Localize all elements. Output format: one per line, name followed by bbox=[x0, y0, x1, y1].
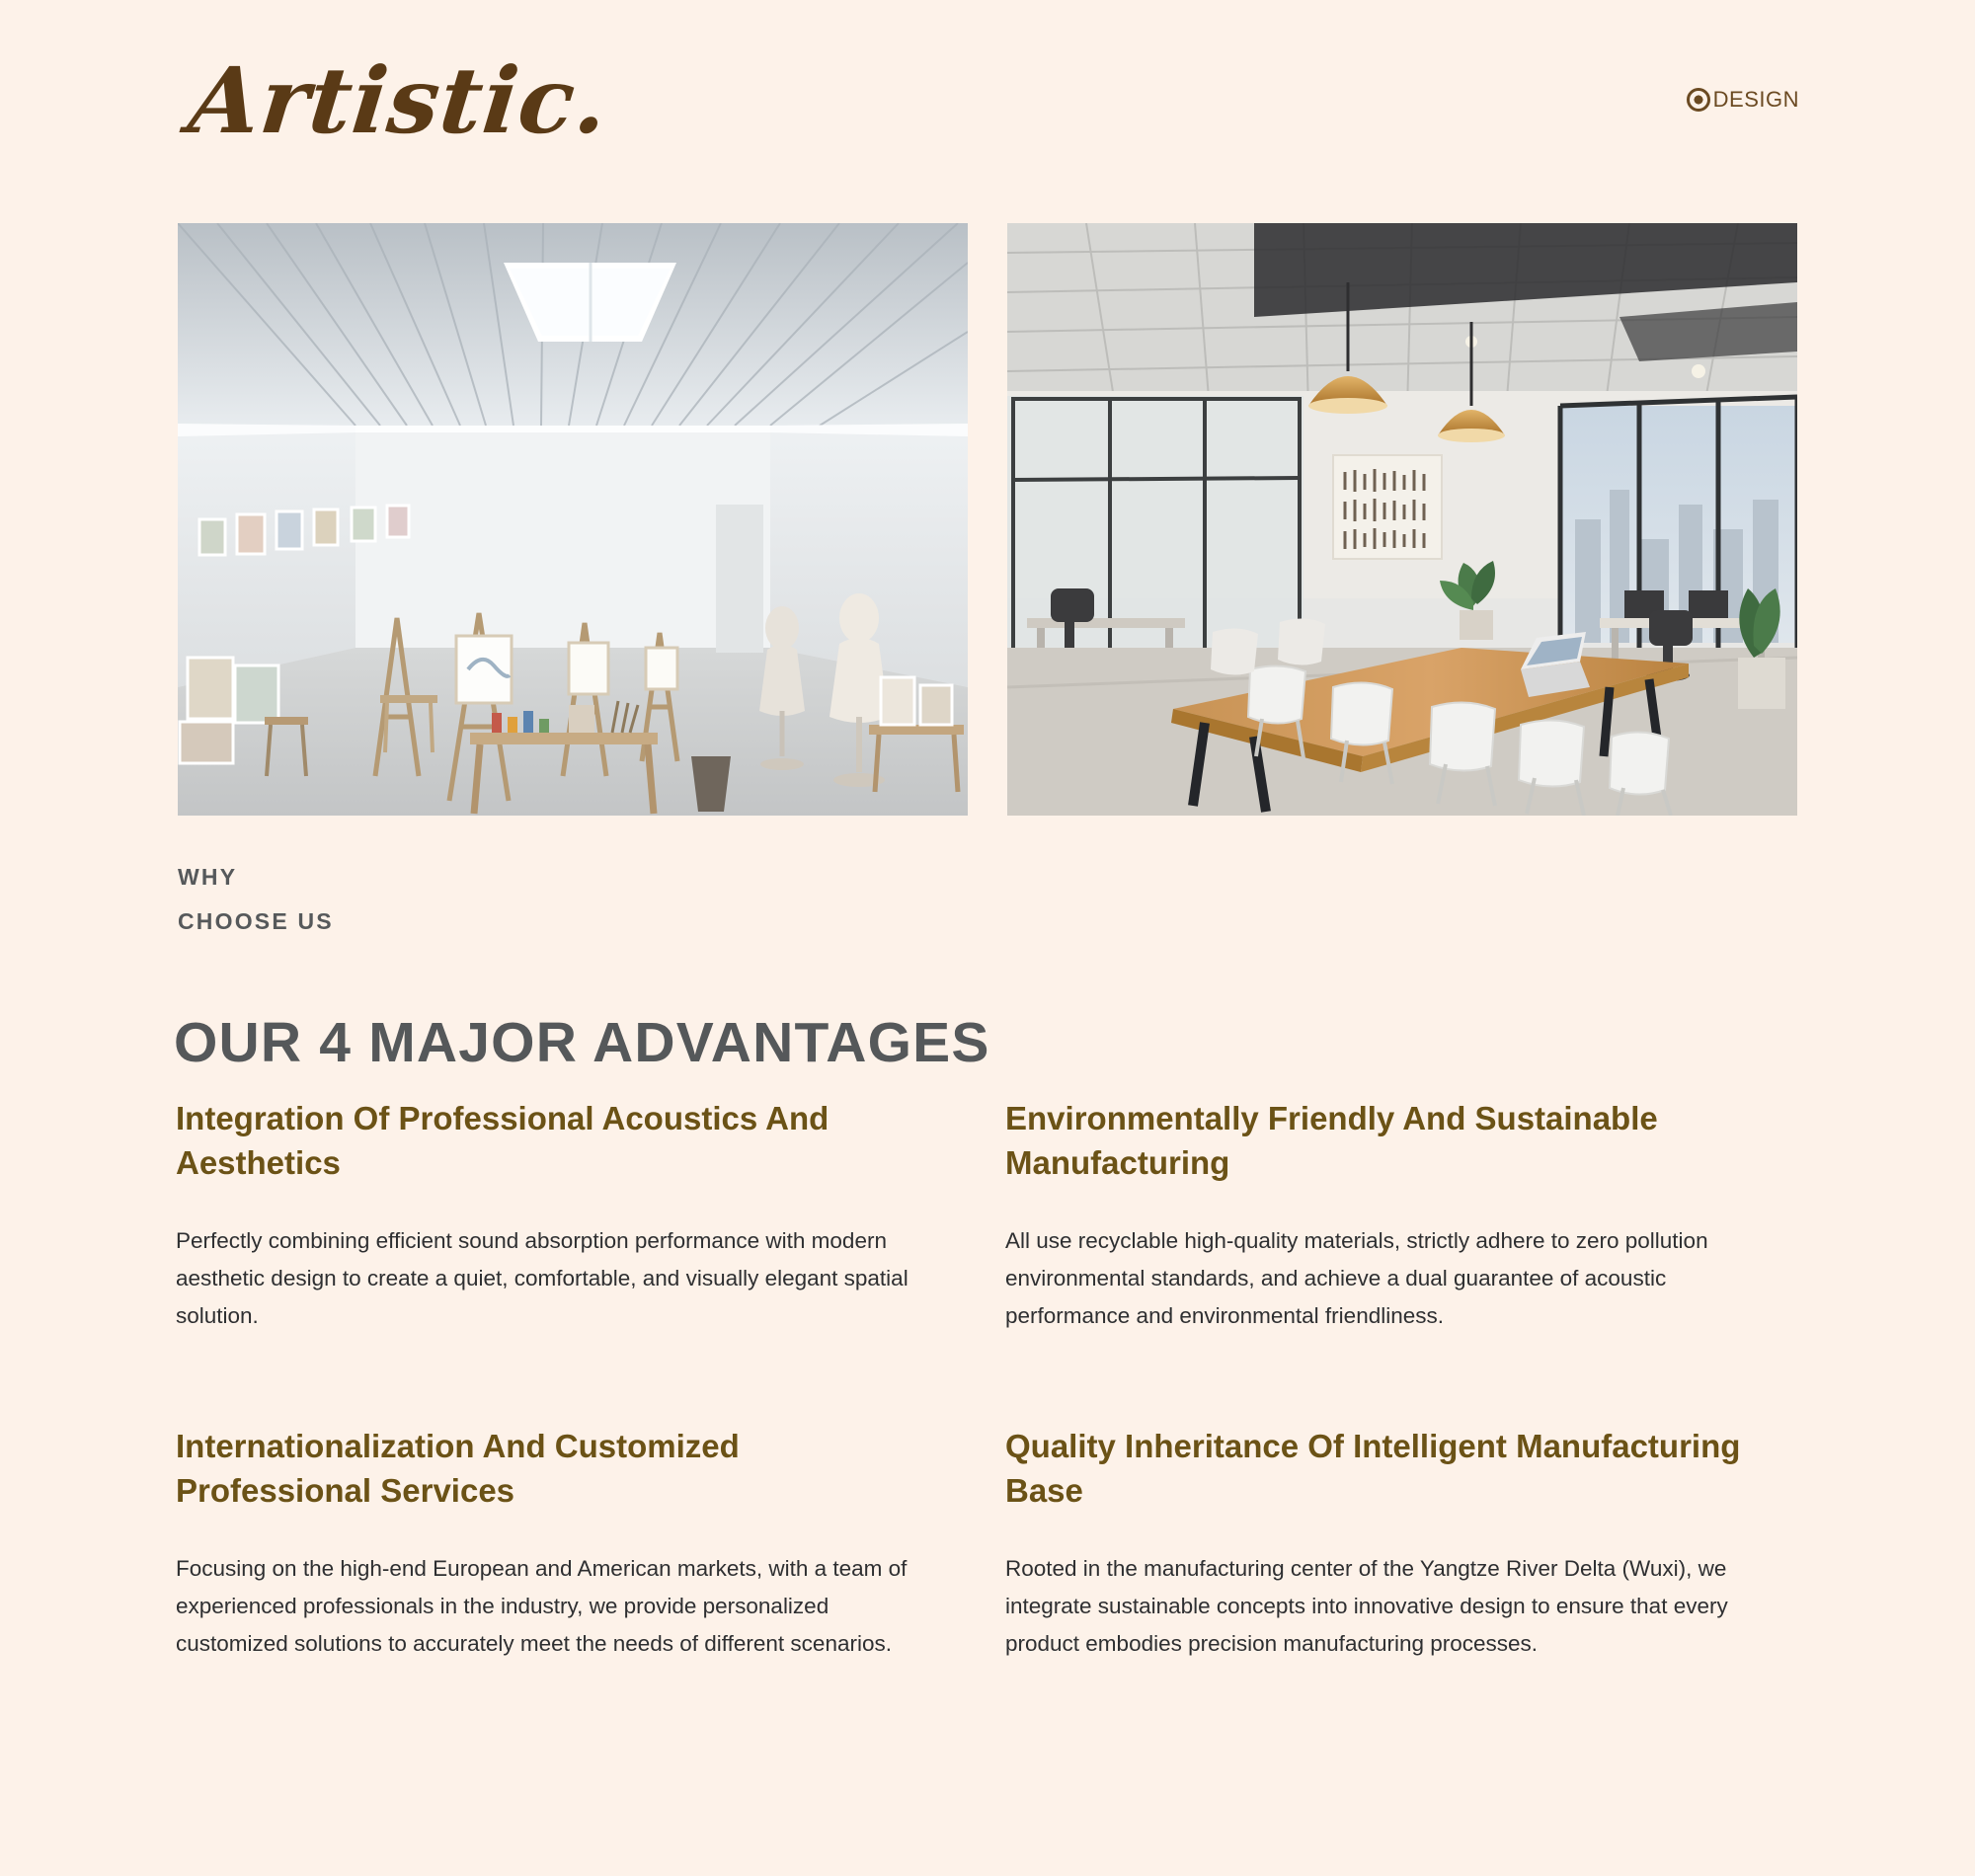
eyebrow-line-1: WHY bbox=[178, 864, 238, 890]
advantage-body: Rooted in the manufacturing center of the Yangtze River Delta (Wuxi), we integrate sustainable concepts into innovative design to ensure that every product embodies precision manufacturing processes. bbox=[1005, 1556, 1728, 1656]
advantage-body: Focusing on the high-end European and American markets, with a team of experienced professionals in the industry, we provide personalized customized solutions to accurately meet the needs of different scenarios. bbox=[176, 1556, 908, 1656]
section-eyebrow bbox=[178, 855, 334, 944]
advantage-body: Perfectly combining efficient sound absorption performance with modern aesthetic design to create a quiet, comfortable, and visually elegant spatial solution. bbox=[176, 1228, 908, 1328]
advantage-card-3 bbox=[176, 1424, 926, 1663]
advantage-body: All use recyclable high-quality materials, strictly adhere to zero pollution environmental standards, and achieve a dual guarantee of acoustic performance and environmental friendliness. bbox=[1005, 1228, 1708, 1328]
brand-tagline bbox=[1687, 87, 1799, 113]
advantages-grid bbox=[176, 1096, 1815, 1663]
page-title: OUR 4 MAJOR ADVANTAGES bbox=[174, 1011, 990, 1075]
advantage-title: Internationalization And Customized Professional Services bbox=[176, 1428, 740, 1509]
brand-logo: Artistic. bbox=[184, 47, 614, 154]
advantage-card-2 bbox=[1005, 1096, 1756, 1335]
office-meeting-room-photo bbox=[1007, 223, 1797, 816]
advantage-title: Environmentally Friendly And Sustainable Manufacturing bbox=[1005, 1100, 1658, 1181]
circle-dot-icon bbox=[1687, 88, 1710, 112]
advantage-title: Quality Inheritance Of Intelligent Manufacturing Base bbox=[1005, 1428, 1741, 1509]
brand-tagline-label: DESIGN bbox=[1712, 87, 1799, 112]
eyebrow-line-2: CHOOSE US bbox=[178, 908, 334, 934]
advantage-title: Integration Of Professional Acoustics And Aesthetics bbox=[176, 1100, 830, 1181]
art-studio-photo bbox=[178, 223, 968, 816]
advantage-card-1 bbox=[176, 1096, 926, 1335]
photo-row bbox=[178, 223, 1797, 816]
advantage-card-4 bbox=[1005, 1424, 1756, 1663]
